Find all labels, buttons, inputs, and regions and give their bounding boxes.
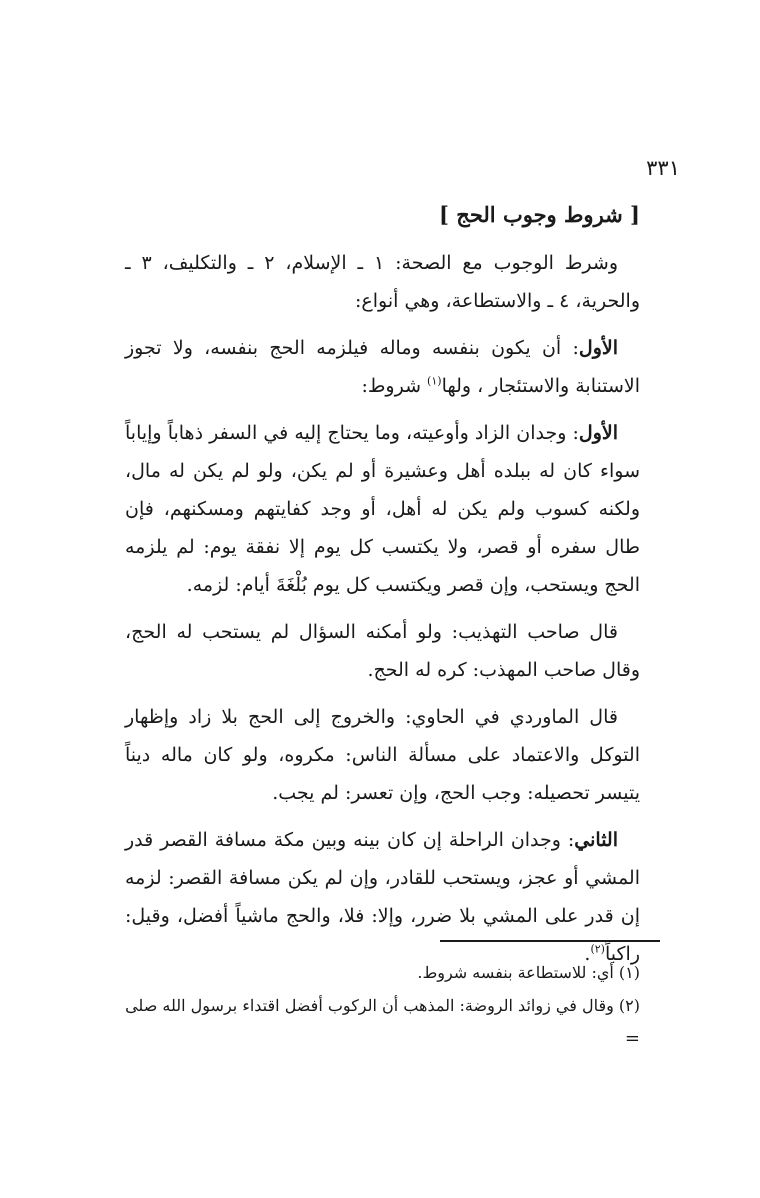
- footnote-2: (٢) وقال في زوائد الروضة: المذهب أن الركوب أفضل اقتداء برسول الله صلى: [125, 996, 640, 1015]
- paragraph-text: قال صاحب التهذيب: ولو أمكنه السؤال لم يستحب له الحج، وقال صاحب المهذب: كره له الحج.: [125, 621, 640, 681]
- paragraph-lead: الأول: [578, 337, 618, 359]
- section-heading: [ شروط وجوب الحج ]: [439, 202, 640, 227]
- paragraph-first-type: [125, 329, 640, 405]
- paragraph-lead: الأول: [578, 422, 618, 444]
- footnote-ref-2[interactable]: (٢): [590, 942, 605, 956]
- footnote-separator: [440, 940, 660, 942]
- footnote-ref-1[interactable]: (١): [427, 374, 442, 388]
- paragraph-text: قال الماوردي في الحاوي: والخروج إلى الحج بلا زاد وإظهار التوكل والاعتماد على مسألة الناس: مكروه، ولو كان ماله ديناً يتيسر تحصيله: وجب الحج، وإن تعسر: لم يجب.: [125, 706, 640, 804]
- paragraph-text: وشرط الوجوب مع الصحة: ١ ـ الإسلام، ٢ ـ والتكليف، ٣ ـ والحرية، ٤ ـ والاستطاعة، وهي أنواع:: [125, 252, 640, 312]
- footnote-1: (١) أي: للاستطاعة بنفسه شروط.: [417, 963, 640, 982]
- paragraph-tahdhib: [125, 613, 640, 689]
- paragraph-conditions: [125, 244, 640, 320]
- paragraph-text: : وجدان الراحلة إن كان بينه وبين مكة مسافة القصر قدر المشي أو عجز، ويستحب للقادر، وإن لم يكن مسافة القصر: لزمه إن قدر على المشي بلا ضرر، وإلا: فلا، والحج ماشياً أفضل، وقيل: راكباً: [125, 829, 640, 965]
- page-number: ٣٣١: [646, 156, 680, 180]
- paragraph-tail: شروط:: [361, 375, 428, 397]
- paragraph-mawardi: [125, 698, 640, 812]
- paragraph-provisions: [125, 414, 640, 604]
- paragraph-text: : أن يكون بنفسه وماله فيلزمه الحج بنفسه، ولا تجوز الاستنابة والاستئجار ، ولها: [125, 337, 640, 397]
- paragraph-mount: [125, 821, 640, 973]
- paragraph-lead: الثاني: [574, 829, 618, 851]
- main-text: [125, 196, 640, 982]
- footnotes: [125, 956, 640, 1055]
- continuation-mark: =: [624, 1028, 640, 1049]
- paragraph-text: : وجدان الزاد وأوعيته، وما يحتاج إليه في السفر ذهاباً وإياباً سواء كان له ببلده أهل وعشيرة أو لم يكن، ولو لم يكن له مال، ولكنه كسوب ولم يكن له أهل، أو وجد كفايتهم ومسكنهم، فإن طال سفره أو قصر، ولا يكتسب كل يوم إلا نفقة يوم: لم يلزمه الحج ويستحب، وإن قصر ويكتسب كل يوم بُلْغَةَ أيام: لزمه.: [125, 422, 640, 596]
- paragraph-tail: .: [584, 943, 591, 965]
